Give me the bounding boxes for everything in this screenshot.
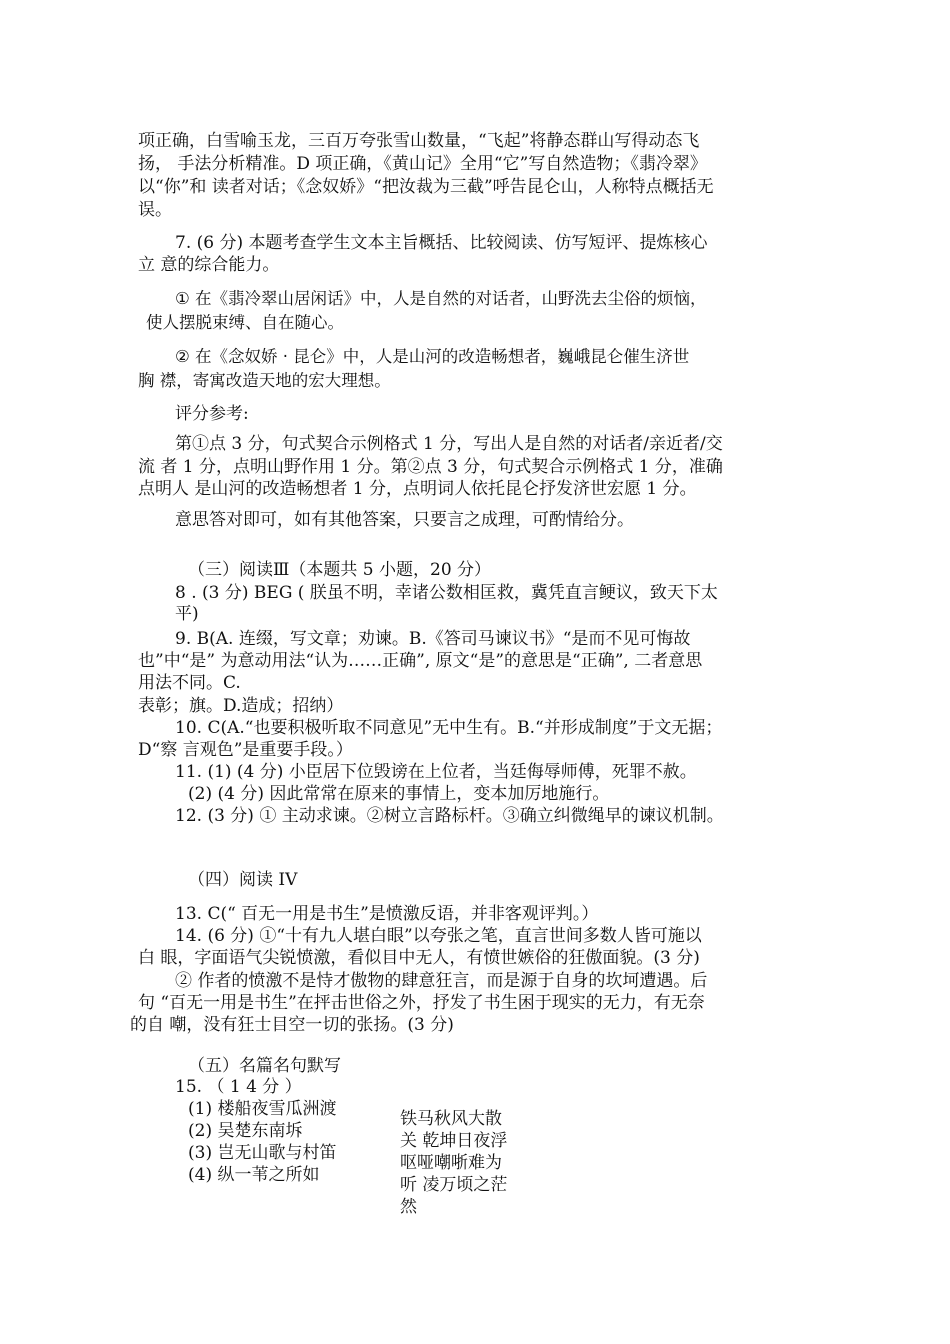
q15-answer-right-4: 听 凌万顷之茫 xyxy=(400,1175,508,1195)
q7-scoring-line-1: 第①点 3 分，句式契合示例格式 1 分，写出人是自然的对话者/亲近者/交 xyxy=(175,434,723,454)
q7-line-2: 立 意的综合能力。 xyxy=(138,255,280,275)
q13-line: 13. C(“ 百无一用是书生”是愤激反语，并非客观评判。） xyxy=(175,904,599,924)
q15-answer-right-5: 然 xyxy=(400,1197,417,1217)
q15-answer-left-4: (4) 纵一苇之所如 xyxy=(188,1165,320,1185)
q8-line-1: 8 . (3 分) BEG ( 朕虽不明，幸诸公数相匡救，冀凭直言鲠议，致天下太 xyxy=(175,583,718,603)
q7-scoring-title: 评分参考: xyxy=(175,404,249,424)
q9-line-1: 9. B(A. 连缀，写文章；劝谏。B.《答司马谏议书》“是而不见可悔故 xyxy=(175,629,691,649)
q7-answer-2-line-1: ② 在《念奴娇 · 昆仑》中，人是山河的改造畅想者，巍峨昆仑催生济世 xyxy=(175,347,690,366)
q15-answer-left-1: (1) 楼船夜雪瓜洲渡 xyxy=(188,1099,337,1119)
q8-line-2: 平) xyxy=(175,604,199,624)
q10-line-2: D“察 言观色”是重要手段。） xyxy=(138,740,353,760)
q9-line-2: 也”中“是” 为意动用法“认为……正确”, 原文“是”的意思是“正确”, 二者意思 xyxy=(138,651,703,671)
q11-line-2: (2) (4 分) 因此常常在原来的事情上，变本加厉地施行。 xyxy=(188,784,610,804)
section-4-title: （四）阅读 IV xyxy=(188,870,298,890)
q11-line-1: 11. (1) (4 分) 小臣居下位毁谤在上位者，当廷侮辱师傅，死罪不赦。 xyxy=(175,762,697,782)
q15-line: 15. （ 1 4 分 ） xyxy=(175,1077,302,1097)
q15-answer-left-3: (3) 岂无山歌与村笛 xyxy=(188,1143,337,1163)
q14-line-3: ② 作者的愤激不是恃才傲物的肆意狂言，而是源于自身的坎坷遭遇。后 xyxy=(175,971,708,991)
q14-line-2: 白 眼，字面语气尖锐愤激，看似目中无人，有愤世嫉俗的狂傲面貌。(3 分) xyxy=(138,948,700,968)
q7-answer-2-line-2: 胸 襟，寄寓改造天地的宏大理想。 xyxy=(138,371,391,390)
q6-line-3: 以“你”和 读者对话；《念奴娇》“把汝裁为三截”呼告昆仑山，人称特点概括无 xyxy=(138,177,714,197)
q7-line-1: 7. (6 分) 本题考查学生文本主旨概括、比较阅读、仿写短评、提炼核心 xyxy=(175,233,708,253)
q7-answer-1-line-2: 使人摆脱束缚、自在随心。 xyxy=(146,313,344,332)
q15-answer-right-3: 呕哑嘲哳难为 xyxy=(400,1153,502,1173)
q14-line-1: 14. (6 分) ①“十有九人堪白眼”以夸张之笔，直言世间多数人皆可施以 xyxy=(175,926,702,946)
q7-scoring-note: 意思答对即可，如有其他答案，只要言之成理，可酌情给分。 xyxy=(175,510,634,530)
q15-answer-right-1: 铁马秋风大散 xyxy=(400,1109,502,1129)
q9-line-4: 表彰；旗。D.造成；招纳） xyxy=(138,696,344,716)
q7-answer-1-line-1: ① 在《翡冷翠山居闲话》中，人是自然的对话者，山野洗去尘俗的烦恼， xyxy=(175,289,707,308)
q9-line-3: 用法不同。C. xyxy=(138,673,241,693)
q6-line-2: 扬， 手法分析精准。D 项正确，《黄山记》全用“它”写自然造物；《翡冷翠》 xyxy=(138,154,707,174)
q12-line: 12. (3 分) ① 主动求谏。②树立言路标杆。③确立纠微绳早的谏议机制。 xyxy=(175,806,724,826)
q6-line-1: 项正确，白雪喻玉龙，三百万夸张雪山数量，“飞起”将静态群山写得动态飞 xyxy=(138,131,700,151)
q15-answer-right-2: 关 乾坤日夜浮 xyxy=(400,1131,508,1151)
q10-line-1: 10. C(A.“也要积极听取不同意见”无中生有。B.“并形成制度”于文无据； xyxy=(175,718,723,738)
q15-answer-left-2: (2) 吴楚东南坼 xyxy=(188,1121,303,1141)
q7-scoring-line-2: 流 者 1 分，点明山野作用 1 分。第②点 3 分，句式契合示例格式 1 分，准确 xyxy=(138,457,723,477)
q14-line-4: 句 “百无一用是书生”在抨击世俗之外，抒发了书生困于现实的无力，有无奈 xyxy=(138,993,705,1013)
section-5-title: （五）名篇名句默写 xyxy=(188,1056,341,1076)
q14-line-5: 的自 嘲，没有狂士目空一切的张扬。(3 分) xyxy=(130,1015,454,1035)
q7-scoring-line-3: 点明人 是山河的改造畅想者 1 分，点明词人依托昆仑抒发济世宏愿 1 分。 xyxy=(138,479,697,499)
section-3-title: （三）阅读Ⅲ（本题共 5 小题，20 分） xyxy=(188,560,492,580)
q6-line-4: 误。 xyxy=(138,200,172,220)
